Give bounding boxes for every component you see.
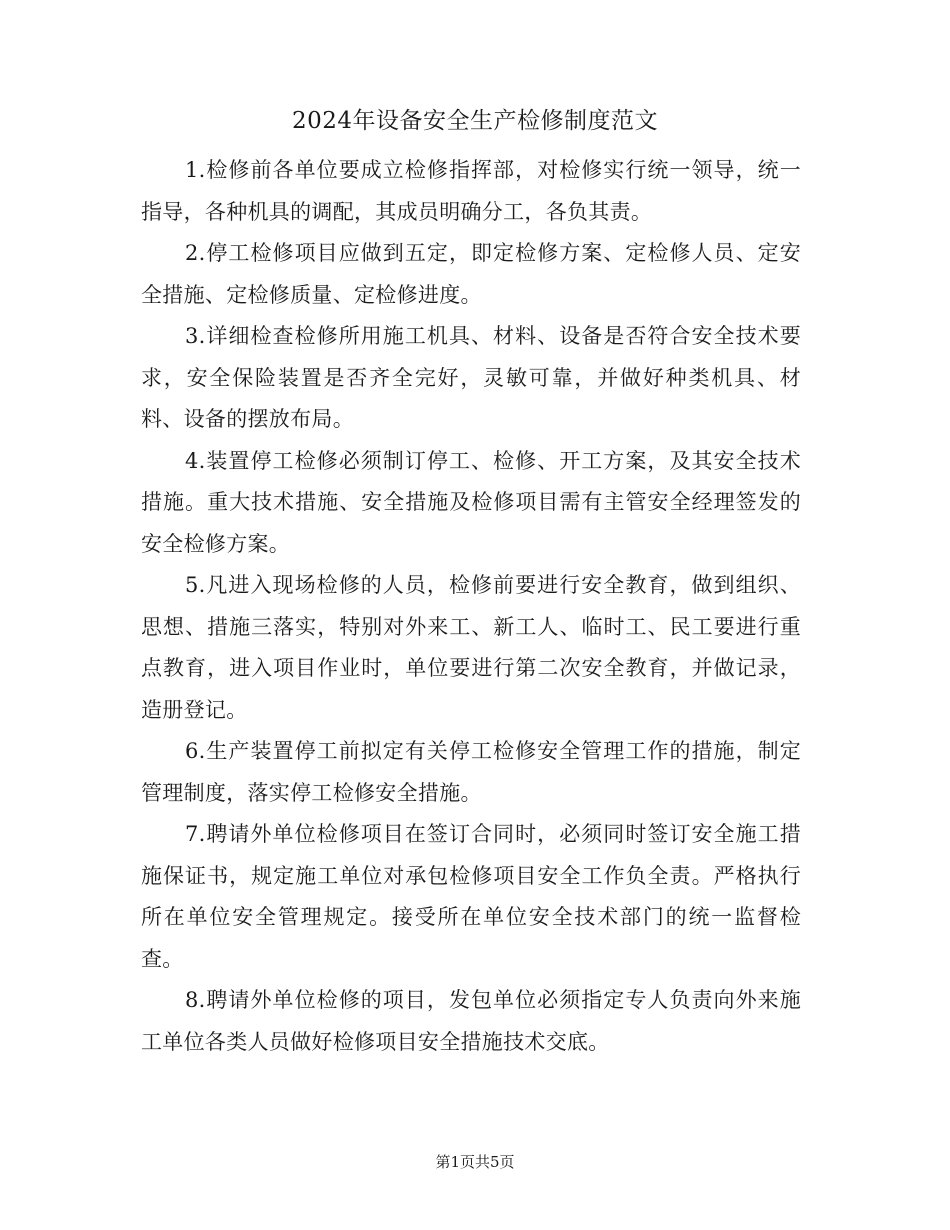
- page-number-footer: 第1页共5页: [435, 1153, 515, 1171]
- paragraph-1: 1.检修前各单位要成立检修指挥部，对检修实行统一领导，统一指导，各种机具的调配，其成员明确分工，各负其责。: [141, 158, 801, 224]
- paragraph-2: 2.停工检修项目应做到五定，即定检修方案、定检修人员、定安全措施、定检修质量、定检修进度。: [141, 241, 801, 307]
- paragraph-4: 4.装置停工检修必须制订停工、检修、开工方案，及其安全技术措施。重大技术措施、安全措施及检修项目需有主管安全经理签发的安全检修方案。: [141, 448, 801, 556]
- paragraph-3: 3.详细检查检修所用施工机具、材料、设备是否符合安全技术要求，安全保险装置是否齐全完好，灵敏可靠，并做好种类机具、材料、设备的摆放布局。: [141, 324, 801, 431]
- paragraph-5: 5.凡进入现场检修的人员，检修前要进行安全教育，做到组织、思想、措施三落实，特别对外来工、新工人、临时工、民工要进行重点教育，进入项目作业时，单位要进行第二次安全教育，并做记录，造册登记。: [141, 573, 801, 722]
- paragraph-7: 7.聘请外单位检修项目在签订合同时，必须同时签订安全施工措施保证书，规定施工单位对承包检修项目安全工作负全责。严格执行所在单位安全管理规定。接受所在单位安全技术部门的统一监督检查。: [141, 822, 801, 971]
- document-title: 2024年设备安全生产检修制度范文: [291, 108, 659, 134]
- document-body: [141, 150, 801, 1063]
- paragraph-6: 6.生产装置停工前拟定有关停工检修安全管理工作的措施，制定管理制度，落实停工检修安全措施。: [141, 739, 801, 805]
- paragraph-8: 8.聘请外单位检修的项目，发包单位必须指定专人负责向外来施工单位各类人员做好检修项目安全措施技术交底。: [141, 988, 801, 1054]
